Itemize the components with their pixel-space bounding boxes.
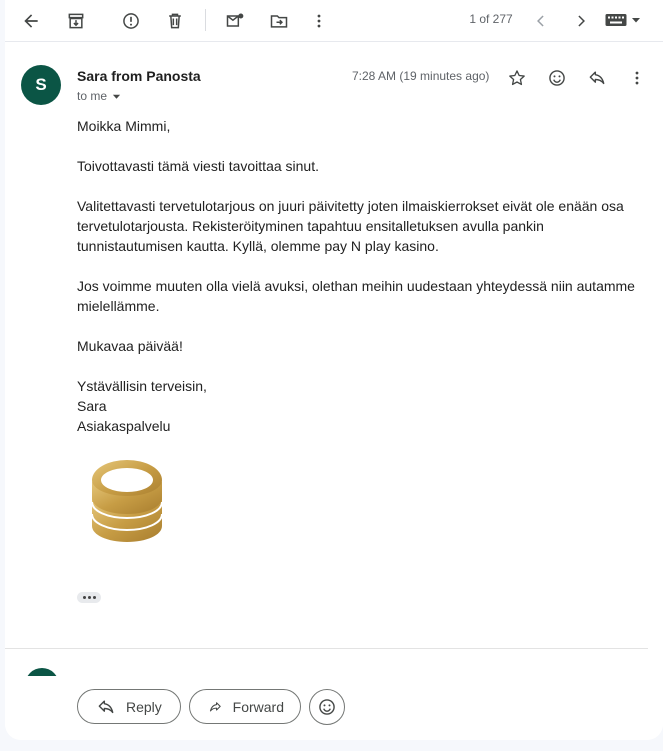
recipient-details[interactable] bbox=[77, 89, 121, 103]
body-paragraph: Toivottavasti tämä viesti tavoittaa sinut. bbox=[77, 158, 319, 174]
reply-header-button[interactable] bbox=[581, 62, 613, 94]
body-paragraph: Jos voimme muuten olla vielä avuksi, olethan meihin uudestaan yhteydessä niin autamme mielellämme. bbox=[77, 278, 635, 314]
sender-name[interactable]: Sara from Panosta bbox=[77, 68, 201, 84]
back-button[interactable] bbox=[15, 5, 47, 37]
dot bbox=[83, 596, 86, 599]
signature-line: Asiakaspalvelu bbox=[77, 418, 171, 434]
mark-unread-icon bbox=[225, 11, 245, 31]
emoji-icon bbox=[547, 68, 567, 88]
more-vert-icon bbox=[309, 11, 329, 31]
forward-button[interactable] bbox=[189, 689, 301, 724]
newer-button[interactable] bbox=[525, 5, 557, 37]
toolbar bbox=[5, 0, 663, 42]
archive-button[interactable] bbox=[60, 5, 92, 37]
caret-down-icon bbox=[631, 15, 641, 25]
greeting: Moikka Mimmi, bbox=[77, 118, 171, 134]
message-body bbox=[77, 116, 647, 436]
mark-unread-button[interactable] bbox=[219, 5, 251, 37]
email-card bbox=[5, 0, 663, 740]
forward-icon bbox=[208, 697, 223, 717]
report-spam-button[interactable] bbox=[115, 5, 147, 37]
message-time: 7:28 AM (19 minutes ago) bbox=[352, 69, 490, 83]
reply-button[interactable] bbox=[77, 689, 181, 724]
reply-icon bbox=[96, 697, 116, 717]
reply-icon bbox=[587, 68, 607, 88]
back-arrow-icon bbox=[21, 11, 41, 31]
toolbar-separator bbox=[205, 9, 206, 31]
input-tools-button[interactable] bbox=[605, 8, 647, 32]
sender-avatar[interactable]: S bbox=[21, 65, 61, 105]
move-to-icon bbox=[269, 11, 289, 31]
forward-label: Forward bbox=[232, 698, 284, 715]
report-spam-icon bbox=[121, 11, 141, 31]
message-divider bbox=[5, 648, 648, 649]
body-paragraph: Valitettavasti tervetulotarjous on juuri päivitetty joten ilmaiskierrokset eivät ole enään osa tervetulotarjousta. Rekisteröityminen tapahtuu ensitalletuksen avulla pankin tunnistautumisen kautta. Kyllä, olemme pay N play kasino. bbox=[77, 198, 624, 254]
reply-label: Reply bbox=[126, 698, 162, 715]
delete-icon bbox=[165, 11, 185, 31]
star-button[interactable] bbox=[501, 62, 533, 94]
dot bbox=[88, 596, 91, 599]
star-icon bbox=[507, 68, 527, 88]
delete-button[interactable] bbox=[159, 5, 191, 37]
recipient-label: to me bbox=[77, 89, 108, 103]
pager-count: 1 of 277 bbox=[469, 12, 513, 26]
more-vert-icon bbox=[627, 68, 647, 88]
show-trimmed-content-button[interactable] bbox=[77, 592, 101, 603]
more-options-button[interactable] bbox=[303, 5, 335, 37]
signature-line: Sara bbox=[77, 398, 107, 414]
panosta-logo bbox=[89, 458, 165, 544]
caret-down-icon bbox=[112, 92, 121, 101]
message-more-button[interactable] bbox=[621, 62, 653, 94]
older-button[interactable] bbox=[565, 5, 597, 37]
reply-bar bbox=[5, 676, 663, 740]
body-paragraph: Mukavaa päivää! bbox=[77, 338, 183, 354]
chevron-right-icon bbox=[571, 11, 591, 31]
chevron-left-icon bbox=[531, 11, 551, 31]
signature-line: Ystävällisin terveisin, bbox=[77, 378, 207, 394]
emoji-icon bbox=[317, 697, 337, 717]
archive-icon bbox=[66, 11, 86, 31]
dot bbox=[93, 596, 96, 599]
emoji-reaction-button[interactable] bbox=[309, 689, 345, 725]
move-to-button[interactable] bbox=[263, 5, 295, 37]
add-reaction-button[interactable] bbox=[541, 62, 573, 94]
keyboard-icon bbox=[605, 13, 627, 27]
